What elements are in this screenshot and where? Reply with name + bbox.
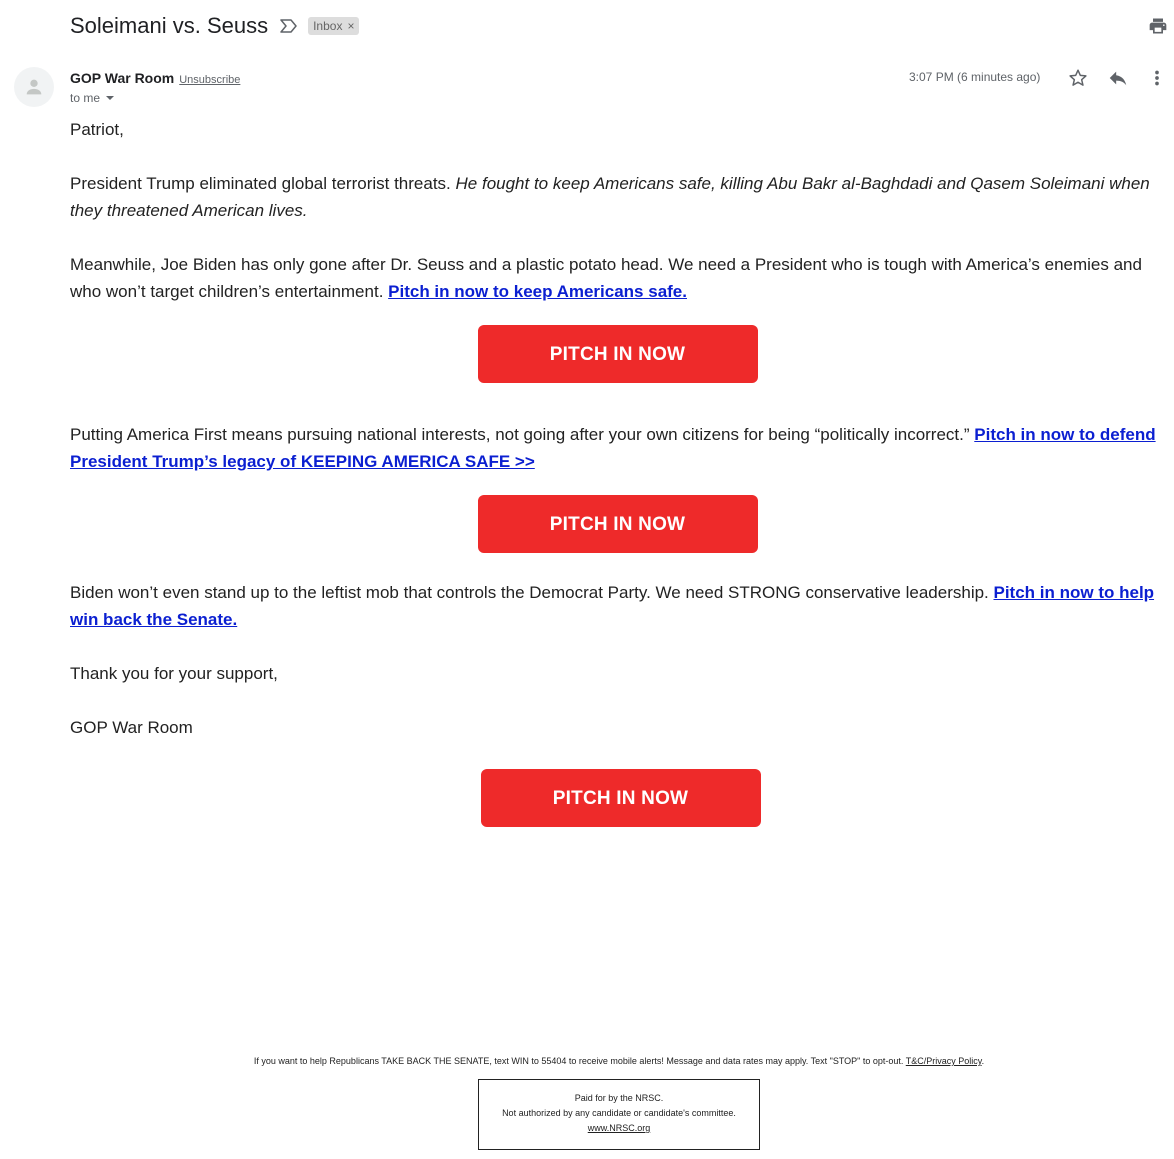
- unsubscribe-link[interactable]: Unsubscribe: [179, 74, 241, 86]
- star-icon[interactable]: [1067, 67, 1089, 89]
- pitch-in-link-3[interactable]: Pitch in now to help win back the Senate.: [70, 583, 1155, 629]
- subject-row: [70, 12, 359, 40]
- more-vert-icon[interactable]: [1147, 67, 1167, 89]
- email-subject: Soleimani vs. Seuss: [70, 13, 269, 38]
- reply-icon[interactable]: [1107, 67, 1129, 89]
- sender-avatar: [14, 67, 54, 107]
- email-body: [70, 116, 1165, 827]
- recipient-text: to me: [70, 91, 101, 105]
- pitch-in-link-2[interactable]: Pitch in now to defend President Trump’s legacy of KEEPING AMERICA SAFE >>: [70, 425, 1156, 471]
- closing: Thank you for your support,: [70, 664, 278, 683]
- paid-by-text: Paid for by the NRSC.: [574, 1093, 664, 1103]
- print-icon[interactable]: [1148, 16, 1168, 36]
- paragraph-2: [70, 251, 1165, 305]
- paragraph-1-text: President Trump eliminated global terrorist threats.: [70, 174, 456, 193]
- paragraph-3: [70, 421, 1165, 475]
- privacy-policy-link[interactable]: T&C/Privacy Policy: [905, 1056, 982, 1066]
- chevron-down-icon[interactable]: [106, 96, 114, 100]
- pitch-in-link-1[interactable]: Pitch in now to keep Americans safe.: [388, 282, 687, 301]
- paragraph-3-text: Putting America First means pursuing national interests, not going after your own citizens for being “politically incorrect.”: [70, 425, 975, 444]
- sms-footer-text: If you want to help Republicans TAKE BACK THE SENATE, text WIN to 55404 to receive mobile alerts! Message and data rates may apply. Text "STOP" to opt-out.: [253, 1056, 906, 1066]
- cta-wrap-1: [70, 325, 1165, 383]
- not-authorized-text: Not authorized by any candidate or candidate's committee.: [502, 1108, 736, 1118]
- cta-wrap-2: [70, 495, 1165, 553]
- paragraph-1: [70, 170, 1165, 224]
- nrsc-site-link[interactable]: www.NRSC.org: [587, 1123, 651, 1133]
- greeting: Patriot,: [70, 120, 124, 139]
- signature: GOP War Room: [70, 718, 193, 737]
- pitch-in-now-button-2[interactable]: PITCH IN NOW: [478, 495, 758, 553]
- pitch-in-now-button-1[interactable]: PITCH IN NOW: [478, 325, 758, 383]
- email-timestamp: 3:07 PM (6 minutes ago): [909, 70, 1041, 84]
- important-marker-icon[interactable]: [280, 19, 298, 33]
- sms-footer-suffix: .: [981, 1056, 985, 1066]
- person-icon: [23, 76, 45, 98]
- recipient-row: [70, 91, 114, 105]
- paid-for-disclaimer: [478, 1079, 760, 1150]
- sms-footer: [0, 1056, 1174, 1066]
- paragraph-4-text: Biden won’t even stand up to the leftist mob that controls the Democrat Party. We need STRONG conservative leadership.: [70, 583, 994, 602]
- inbox-label: [308, 17, 359, 35]
- paragraph-1-italic: He fought to keep Americans safe, killing Abu Bakr al-Baghdadi and Qasem Soleimani when they threatened American lives.: [70, 174, 1150, 220]
- pitch-in-now-button-3[interactable]: PITCH IN NOW: [481, 769, 761, 827]
- paragraph-4: [70, 579, 1165, 633]
- cta-wrap-3: [70, 769, 1165, 827]
- sender-row: [70, 70, 240, 86]
- inbox-label-text: Inbox: [313, 19, 343, 33]
- remove-label-icon[interactable]: ×: [347, 19, 355, 33]
- paragraph-2-text: Meanwhile, Joe Biden has only gone after Dr. Seuss and a plastic potato head. We need a President who is tough with America’s enemies and who won’t target children’s entertainment.: [70, 255, 1142, 301]
- sender-name[interactable]: GOP War Room: [70, 70, 175, 86]
